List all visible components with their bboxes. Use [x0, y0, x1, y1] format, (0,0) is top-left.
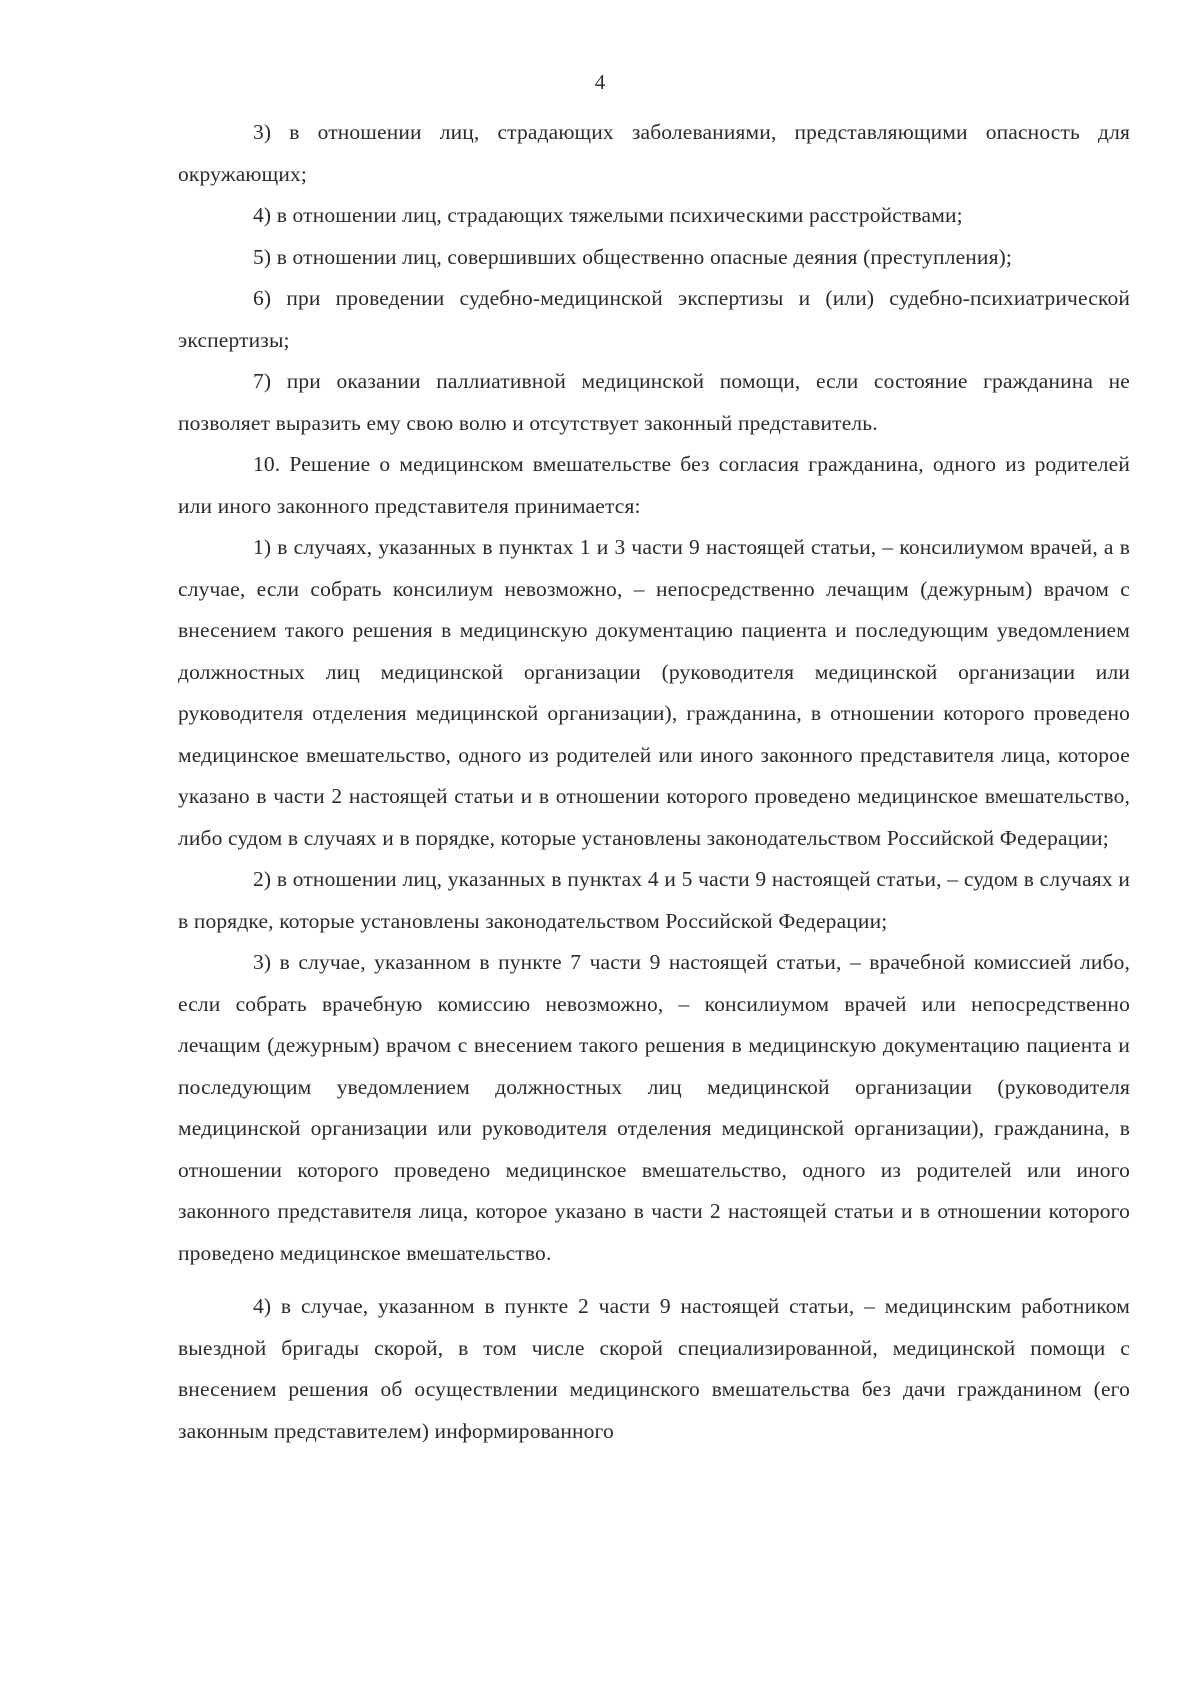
- paragraph-section-10: 10. Решение о медицинском вмешательстве без согласия гражданина, одного из родителей или иного законного представителя принимается:: [178, 452, 1130, 518]
- paragraph-item-7: 7) при оказании паллиативной медицинской помощи, если состояние гражданина не позволяет выразить ему свою волю и отсутствует законный представитель.: [178, 369, 1130, 435]
- paragraph-item-6: 6) при проведении судебно-медицинской экспертизы и (или) судебно-психиатрической экспертизы;: [178, 286, 1130, 352]
- paragraph-item-5: 5) в отношении лиц, совершивших общественно опасные деяния (преступления);: [253, 244, 1013, 269]
- page-number: 4: [594, 70, 606, 94]
- document-body: [178, 112, 1130, 1452]
- paragraph-subitem-2: 2) в отношении лиц, указанных в пунктах 4 и 5 части 9 настоящей статьи, – судом в случаях и в порядке, которые установлены законодательством Российской Федерации;: [178, 867, 1130, 933]
- paragraph-subitem-4: 4) в случае, указанном в пункте 2 части 9 настоящей статьи, – медицинским работником выездной бригады скорой, в том числе скорой специализированной, медицинской помощи с внесением решения об осуществлении медицинского вмешательства без дачи гражданином (его законным представителем) информированного: [178, 1294, 1130, 1443]
- paragraph-subitem-1: 1) в случаях, указанных в пунктах 1 и 3 части 9 настоящей статьи, – консилиумом врачей, а в случае, если собрать консилиум невозможно, – непосредственно лечащим (дежурным) врачом с внесением такого решения в медицинскую документацию пациента и последующим уведомлением должностных лиц медицинской организации (руководителя медицинской организации или руководителя отделения медицинской организации), гражданина, в отношении которого проведено медицинское вмешательство, одного из родителей или иного законного представителя лица, которое указано в части 2 настоящей статьи и в отношении которого проведено медицинское вмешательство, либо судом в случаях и в порядке, которые установлены законодательством Российской Федерации;: [178, 535, 1130, 850]
- paragraph-item-3: 3) в отношении лиц, страдающих заболеваниями, представляющими опасность для окружающих;: [178, 120, 1130, 186]
- paragraph-subitem-3: 3) в случае, указанном в пункте 7 части 9 настоящей статьи, – врачебной комиссией либо, если собрать врачебную комиссию невозможно, – консилиумом врачей или непосредственно лечащим (дежурным) врачом с внесением такого решения в медицинскую документацию пациента и последующим уведомлением должностных лиц медицинской организации (руководителя медицинской организации или руководителя отделения медицинской организации), гражданина, в отношении которого проведено медицинское вмешательство, одного из родителей или иного законного представителя лица, которое указано в части 2 настоящей статьи и в отношении которого проведено медицинское вмешательство.: [178, 950, 1130, 1265]
- paragraph-item-4: 4) в отношении лиц, страдающих тяжелыми психическими расстройствами;: [253, 203, 963, 227]
